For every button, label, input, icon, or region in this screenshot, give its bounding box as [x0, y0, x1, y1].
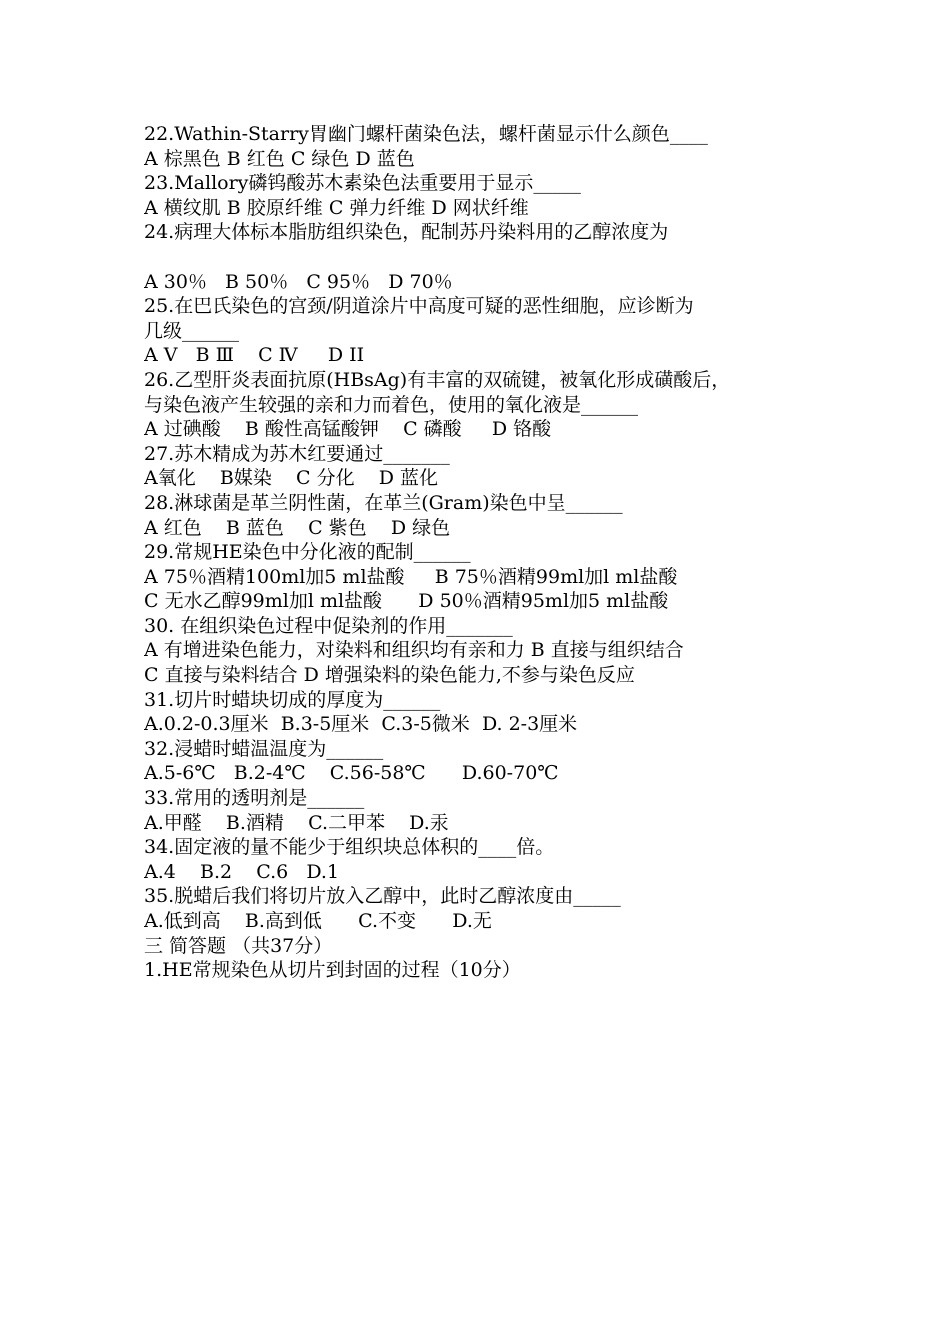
q30-options-ab: A 有增进染色能力，对染料和组织均有亲和力 B 直接与组织结合: [144, 639, 684, 662]
q24-options: A 30％ B 50％ C 95％ D 70％: [144, 270, 453, 293]
q24-question: 24.病理大体标本脂肪组织染色，配制苏丹染料用的乙醇浓度为: [144, 221, 669, 244]
q32-options: A.5-6℃ B.2-4℃ C.56-58℃ D.60-70℃: [144, 762, 559, 785]
q25-question-cont: 几级______: [144, 319, 240, 342]
q26-question-cont: 与染色液产生较强的亲和力而着色，使用的氧化液是______: [144, 393, 639, 416]
q34-question: 34.固定液的量不能少于组织块总体积的____倍。: [144, 836, 555, 859]
q22-options: A 棕黑色 B 红色 C 绿色 D 蓝色: [144, 147, 415, 170]
q32-question: 32.浸蜡时蜡温温度为______: [144, 737, 384, 760]
q25-question: 25.在巴氏染色的宫颈/阴道涂片中高度可疑的恶性细胞，应诊断为: [144, 295, 694, 318]
q34-options: A.4 B.2 C.6 D.1: [144, 860, 340, 883]
q27-question: 27.苏木精成为苏木红要通过_______: [144, 442, 450, 465]
q31-options: A.0.2-0.3厘米 B.3-5厘米 C.3-5微米 D. 2-3厘米: [144, 713, 578, 736]
q25-options: A V B Ⅲ C Ⅳ D II: [144, 344, 365, 367]
short-answer-q1: 1.HE常规染色从切片到封固的过程（10分）: [144, 959, 521, 982]
q26-options: A 过碘酸 B 酸性高锰酸钾 C 磷酸 D 铬酸: [144, 418, 552, 441]
q28-options: A 红色 B 蓝色 C 紫色 D 绿色: [144, 516, 451, 539]
q29-options-ab: A 75％酒精100ml加5 ml盐酸 B 75％酒精99ml加l ml盐酸: [144, 565, 678, 588]
q23-options: A 横纹肌 B 胶原纤维 C 弹力纤维 D 网状纤维: [144, 196, 529, 219]
blank-line: [144, 245, 824, 270]
document-page: [144, 122, 824, 983]
q30-options-cd: C 直接与染料结合 D 增强染料的染色能力,不参与染色反应: [144, 664, 635, 687]
q33-options: A.甲醛 B.酒精 C.二甲苯 D.汞: [144, 811, 449, 834]
q29-options-cd: C 无水乙醇99ml加l ml盐酸 D 50％酒精95ml加5 ml盐酸: [144, 590, 669, 613]
section-heading: 三 简答题 （共37分）: [144, 934, 333, 957]
q30-question: 30. 在组织染色过程中促染剂的作用_______: [144, 614, 513, 637]
q26-question: 26.乙型肝炎表面抗原(HBsAg)有丰富的双硫键，被氧化形成磺酸后，: [144, 368, 731, 391]
q29-question: 29.常规HE染色中分化液的配制______: [144, 541, 471, 564]
q27-options: A氧化 B媒染 C 分化 D 蓝化: [144, 467, 439, 490]
q33-question: 33.常用的透明剂是______: [144, 787, 365, 810]
q22-question: 22.Wathin-Starry胃幽门螺杆菌染色法，螺杆菌显示什么颜色____: [144, 123, 708, 145]
q28-question: 28.淋球菌是革兰阴性菌，在革兰(Gram)染色中呈______: [144, 491, 623, 514]
q31-question: 31.切片时蜡块切成的厚度为______: [144, 688, 441, 711]
q35-options: A.低到高 B.高到低 C.不变 D.无: [144, 910, 492, 932]
q35-question: 35.脱蜡后我们将切片放入乙醇中，此时乙醇浓度由_____: [144, 885, 621, 908]
q23-question: 23.Mallory磷钨酸苏木素染色法重要用于显示_____: [144, 172, 581, 195]
